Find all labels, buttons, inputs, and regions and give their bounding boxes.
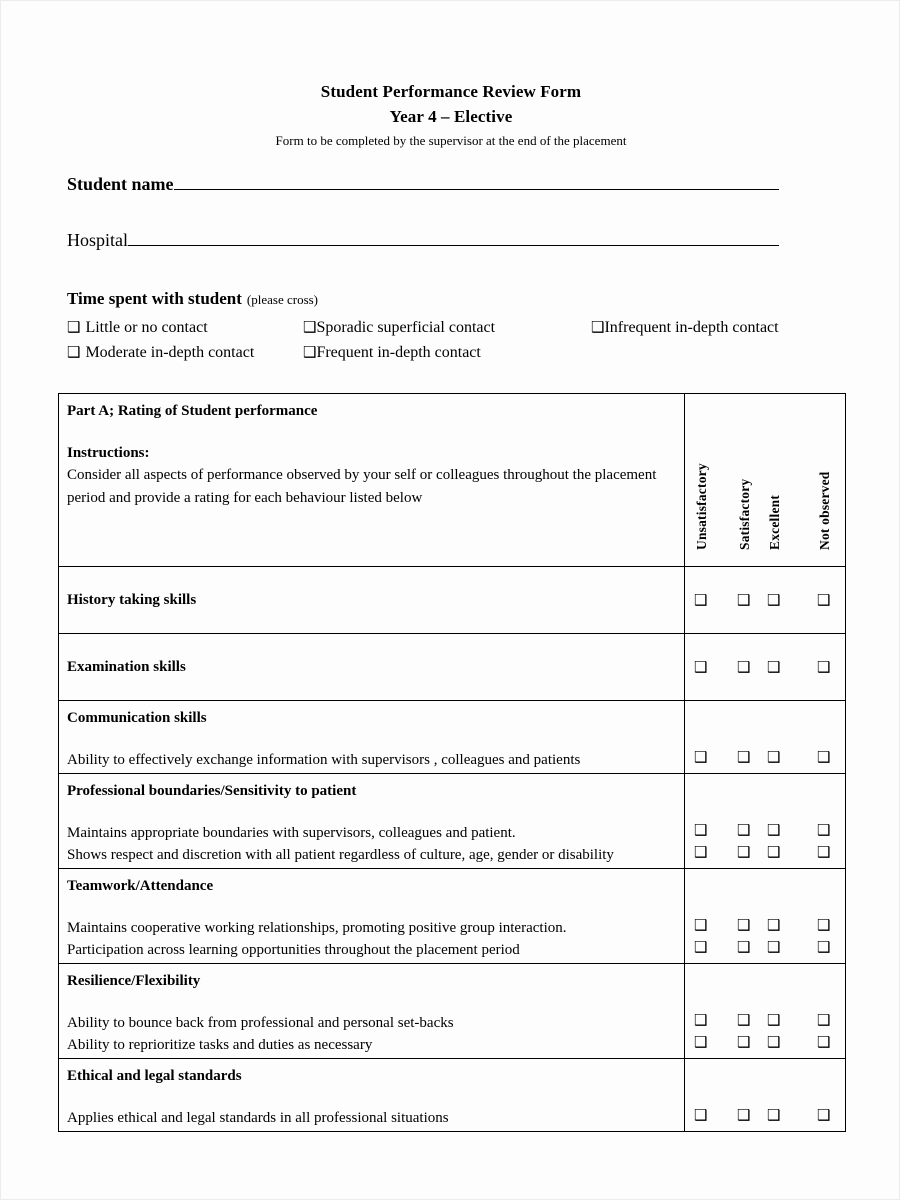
row-title: Professional boundaries/Sensitivity to patient bbox=[67, 783, 357, 799]
column-header-excellent: Excellent bbox=[767, 494, 782, 550]
rating-checkbox-excellent[interactable]: ❑ bbox=[767, 938, 781, 956]
hospital-label: Hospital bbox=[67, 230, 128, 250]
rating-checkbox-satisfactory[interactable]: ❑ bbox=[737, 821, 751, 839]
rating-checkbox-not-observed[interactable]: ❑ bbox=[817, 1011, 831, 1029]
time-spent-option-frequent[interactable] bbox=[303, 340, 591, 365]
time-spent-option-label: Little or no contact bbox=[85, 319, 208, 336]
row-description: Applies ethical and legal standards in all professional situations bbox=[67, 1110, 449, 1126]
rating-checkbox-unsatisfactory[interactable]: ❑ bbox=[694, 748, 708, 766]
instructions-text: Consider all aspects of performance observed by your self or colleagues throughout the placement period and provide a rating for each behaviour listed below bbox=[67, 467, 657, 506]
time-spent-option-label: Sporadic superficial contact bbox=[316, 319, 496, 336]
page-title: Student Performance Review Form bbox=[320, 82, 582, 101]
instructions-label: Instructions: bbox=[67, 445, 150, 461]
rating-checkbox-satisfactory[interactable]: ❑ bbox=[737, 1106, 751, 1124]
row-rating-cell bbox=[685, 1059, 845, 1131]
rating-checkbox-not-observed[interactable]: ❑ bbox=[817, 748, 831, 766]
row-label-cell bbox=[59, 634, 685, 700]
row-label-cell bbox=[59, 869, 685, 963]
time-spent-option-moderate[interactable] bbox=[67, 340, 303, 365]
time-spent-option-label: Moderate in-depth contact bbox=[85, 344, 255, 361]
rating-checkbox-unsatisfactory[interactable]: ❑ bbox=[694, 916, 708, 934]
rating-checkbox-excellent[interactable]: ❑ bbox=[767, 1106, 781, 1124]
table-header-text-cell bbox=[59, 394, 685, 566]
table-row bbox=[59, 964, 845, 1059]
rating-checkbox-unsatisfactory[interactable]: ❑ bbox=[694, 1106, 708, 1124]
row-title: Examination skills bbox=[67, 658, 186, 675]
table-row bbox=[59, 634, 845, 701]
row-title: History taking skills bbox=[67, 591, 197, 608]
table-row bbox=[59, 1059, 845, 1131]
checkbox-icon[interactable]: ❑ bbox=[303, 343, 317, 361]
hospital-field[interactable] bbox=[67, 229, 779, 251]
row-rating-cell bbox=[685, 634, 845, 700]
rating-checkbox-not-observed[interactable]: ❑ bbox=[817, 591, 831, 609]
time-spent-row-2 bbox=[67, 340, 857, 365]
checkbox-icon[interactable]: ❑ bbox=[591, 318, 605, 336]
rating-checkbox-satisfactory[interactable]: ❑ bbox=[737, 658, 751, 676]
rating-checkbox-not-observed[interactable]: ❑ bbox=[817, 658, 831, 676]
row-description: Ability to effectively exchange information with supervisors , colleagues and patients bbox=[67, 752, 581, 768]
rating-checkbox-not-observed[interactable]: ❑ bbox=[817, 1033, 831, 1051]
time-spent-label: Time spent with student bbox=[67, 289, 242, 308]
rating-checkbox-unsatisfactory[interactable]: ❑ bbox=[694, 1011, 708, 1029]
row-label-cell bbox=[59, 1059, 685, 1131]
rating-checkbox-unsatisfactory[interactable]: ❑ bbox=[694, 938, 708, 956]
page-subtitle: Year 4 – Elective bbox=[389, 107, 513, 126]
row-description: Shows respect and discretion with all patient regardless of culture, age, gender or disability bbox=[67, 847, 614, 863]
rating-table bbox=[58, 393, 846, 1132]
time-spent-row-1 bbox=[67, 315, 857, 340]
rating-checkbox-excellent[interactable]: ❑ bbox=[767, 748, 781, 766]
row-description: Maintains cooperative working relationships, promoting positive group interaction. bbox=[67, 920, 567, 936]
row-rating-cell bbox=[685, 567, 845, 633]
time-spent-option-infrequent[interactable] bbox=[591, 315, 779, 340]
column-header-unsatisfactory: Unsatisfactory bbox=[694, 463, 709, 550]
table-header-row bbox=[59, 394, 845, 567]
student-name-field[interactable] bbox=[67, 173, 779, 195]
column-header-not-observed: Not observed bbox=[817, 471, 832, 550]
row-title: Resilience/Flexibility bbox=[67, 973, 201, 989]
row-description: Ability to reprioritize tasks and duties as necessary bbox=[67, 1037, 373, 1053]
row-title: Ethical and legal standards bbox=[67, 1068, 242, 1084]
rating-checkbox-satisfactory[interactable]: ❑ bbox=[737, 1011, 751, 1029]
part-a-title: Part A; Rating of Student performance bbox=[67, 403, 318, 419]
row-rating-cell bbox=[685, 869, 845, 963]
student-name-label: Student name bbox=[67, 174, 174, 194]
row-rating-cell bbox=[685, 774, 845, 868]
time-spent-hint: (please cross) bbox=[246, 292, 319, 307]
hospital-input[interactable] bbox=[128, 229, 779, 246]
table-row bbox=[59, 567, 845, 634]
row-description: Participation across learning opportunities throughout the placement period bbox=[67, 942, 520, 958]
time-spent-option-label: Infrequent in-depth contact bbox=[604, 319, 779, 336]
rating-checkbox-excellent[interactable]: ❑ bbox=[767, 821, 781, 839]
page-note: Form to be completed by the supervisor at the end of the placement bbox=[275, 133, 627, 148]
checkbox-icon[interactable]: ❑ bbox=[303, 318, 317, 336]
rating-checkbox-not-observed[interactable]: ❑ bbox=[817, 821, 831, 839]
row-label-cell bbox=[59, 964, 685, 1058]
rating-checkbox-satisfactory[interactable]: ❑ bbox=[737, 843, 751, 861]
rating-checkbox-excellent[interactable]: ❑ bbox=[767, 591, 781, 609]
rating-checkbox-unsatisfactory[interactable]: ❑ bbox=[694, 821, 708, 839]
rating-checkbox-excellent[interactable]: ❑ bbox=[767, 916, 781, 934]
rating-columns-header bbox=[685, 394, 845, 566]
student-name-input[interactable] bbox=[174, 173, 779, 190]
document-header bbox=[1, 79, 900, 152]
time-spent-option-label: Frequent in-depth contact bbox=[316, 344, 481, 361]
rating-checkbox-excellent[interactable]: ❑ bbox=[767, 1011, 781, 1029]
row-rating-cell bbox=[685, 701, 845, 773]
rating-checkbox-unsatisfactory[interactable]: ❑ bbox=[694, 1033, 708, 1051]
rating-checkbox-satisfactory[interactable]: ❑ bbox=[737, 1033, 751, 1051]
time-spent-options bbox=[67, 315, 857, 365]
row-description: Maintains appropriate boundaries with supervisors, colleagues and patient. bbox=[67, 825, 516, 841]
rating-checkbox-satisfactory[interactable]: ❑ bbox=[737, 916, 751, 934]
rating-checkbox-satisfactory[interactable]: ❑ bbox=[737, 591, 751, 609]
rating-checkbox-not-observed[interactable]: ❑ bbox=[817, 1106, 831, 1124]
rating-checkbox-unsatisfactory[interactable]: ❑ bbox=[694, 591, 708, 609]
checkbox-icon[interactable]: ❑ bbox=[67, 343, 81, 361]
rating-checkbox-not-observed[interactable]: ❑ bbox=[817, 843, 831, 861]
row-description: Ability to bounce back from professional and personal set-backs bbox=[67, 1015, 454, 1031]
row-label-cell bbox=[59, 701, 685, 773]
time-spent-option-little[interactable] bbox=[67, 315, 303, 340]
rating-checkbox-satisfactory[interactable]: ❑ bbox=[737, 938, 751, 956]
rating-checkbox-not-observed[interactable]: ❑ bbox=[817, 916, 831, 934]
rating-checkbox-excellent[interactable]: ❑ bbox=[767, 1033, 781, 1051]
table-row bbox=[59, 869, 845, 964]
row-rating-cell bbox=[685, 964, 845, 1058]
rating-checkbox-excellent[interactable]: ❑ bbox=[767, 843, 781, 861]
table-row bbox=[59, 701, 845, 774]
rating-checkbox-excellent[interactable]: ❑ bbox=[767, 658, 781, 676]
rating-checkbox-unsatisfactory[interactable]: ❑ bbox=[694, 658, 708, 676]
row-label-cell bbox=[59, 774, 685, 868]
rating-checkbox-unsatisfactory[interactable]: ❑ bbox=[694, 843, 708, 861]
table-row bbox=[59, 774, 845, 869]
time-spent-heading bbox=[67, 287, 857, 311]
rating-checkbox-satisfactory[interactable]: ❑ bbox=[737, 748, 751, 766]
row-title: Teamwork/Attendance bbox=[67, 878, 214, 894]
rating-checkbox-not-observed[interactable]: ❑ bbox=[817, 938, 831, 956]
row-label-cell bbox=[59, 567, 685, 633]
row-title: Communication skills bbox=[67, 710, 207, 726]
time-spent-section bbox=[67, 287, 857, 365]
time-spent-option-sporadic[interactable] bbox=[303, 315, 591, 340]
column-header-satisfactory: Satisfactory bbox=[737, 478, 752, 550]
checkbox-icon[interactable]: ❑ bbox=[67, 318, 81, 336]
